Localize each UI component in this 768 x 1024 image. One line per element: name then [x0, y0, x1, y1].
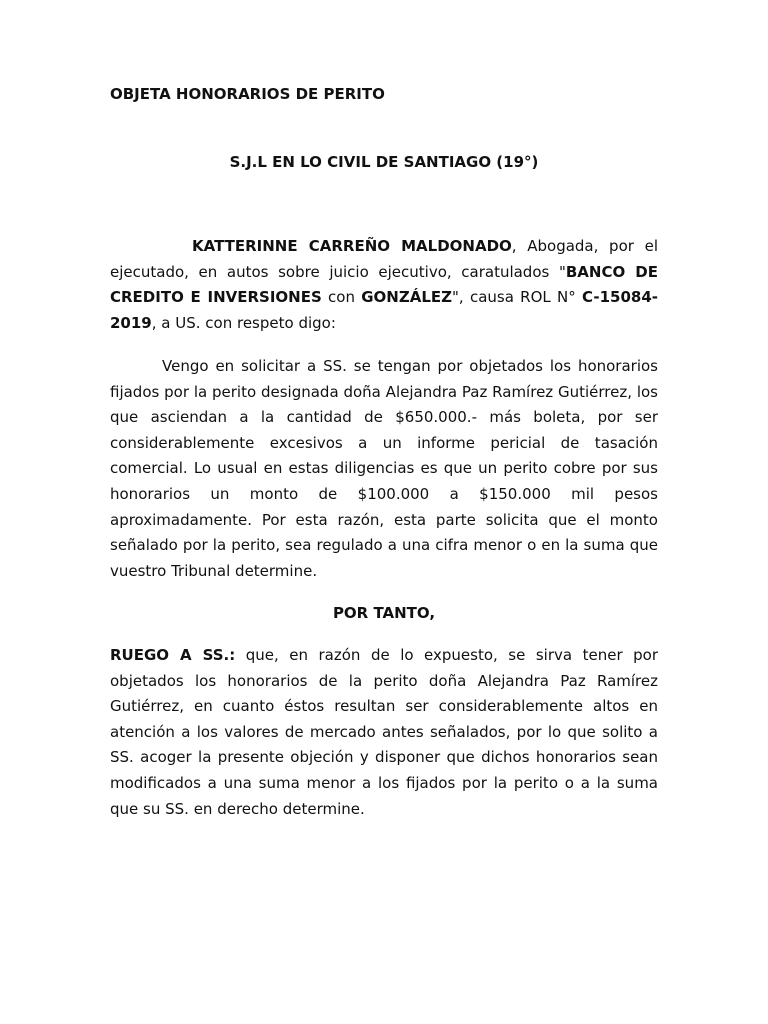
case-rol-number: C-15084-2019 [110, 288, 658, 332]
attorney-name: KATTERINNE CARREÑO MALDONADO [192, 237, 512, 255]
intro-text-3: ", causa ROL N° [452, 288, 582, 307]
por-tanto-heading: POR TANTO, [332, 604, 436, 622]
ruego-label: RUEGO A SS.: [110, 646, 236, 664]
intro-text-2: con [321, 288, 362, 307]
body-paragraph: Vengo en solicitar a SS. se tengan por objetados los honorarios fijados por la perito designada doña Alejandra Paz Ramírez Gutiérrez, los que asciendan a la cantidad de $650.000.- más boleta, por ser considerablemente excesivos a un informe pericial de tasación comercial. Lo usual en estas diligencias es que un perito cobre por sus honorarios un monto de $100.000 a $150.000 mil pesos aproximadamente. Por esta razón, esta parte solicita que el monto señalado por la perito, sea regulado a una cifra menor o en la suma que vuestro Tribunal determine. [110, 357, 658, 580]
intro-paragraph [110, 234, 658, 336]
ruego-paragraph [110, 643, 658, 822]
court-header: S.J.L EN LO CIVIL DE SANTIAGO (19°) [229, 153, 539, 171]
intro-text-1: , Abogada, por el ejecutado, en autos sobre juicio ejecutivo, caratulados " [110, 237, 658, 281]
document-heading: OBJETA HONORARIOS DE PERITO [110, 85, 385, 103]
case-name-plaintiff: BANCO DE CREDITO E INVERSIONES [110, 262, 658, 307]
intro-text-4: , a US. con respeto digo: [151, 313, 336, 332]
case-name-defendant: GONZÁLEZ [361, 288, 453, 307]
ruego-text: que, en razón de lo expuesto, se sirva tener por objetados los honorarios de la perito doña Alejandra Paz Ramírez Gutiérrez, en cuanto éstos resultan ser considerablemente altos en atención a los valores de mercado antes señalados, por lo que solito a SS. acoger la presente objeción y disponer que dichos honorarios sean modificados a una suma menor a los fijados por la perito o a la suma que su SS. en derecho determine. [110, 646, 658, 818]
